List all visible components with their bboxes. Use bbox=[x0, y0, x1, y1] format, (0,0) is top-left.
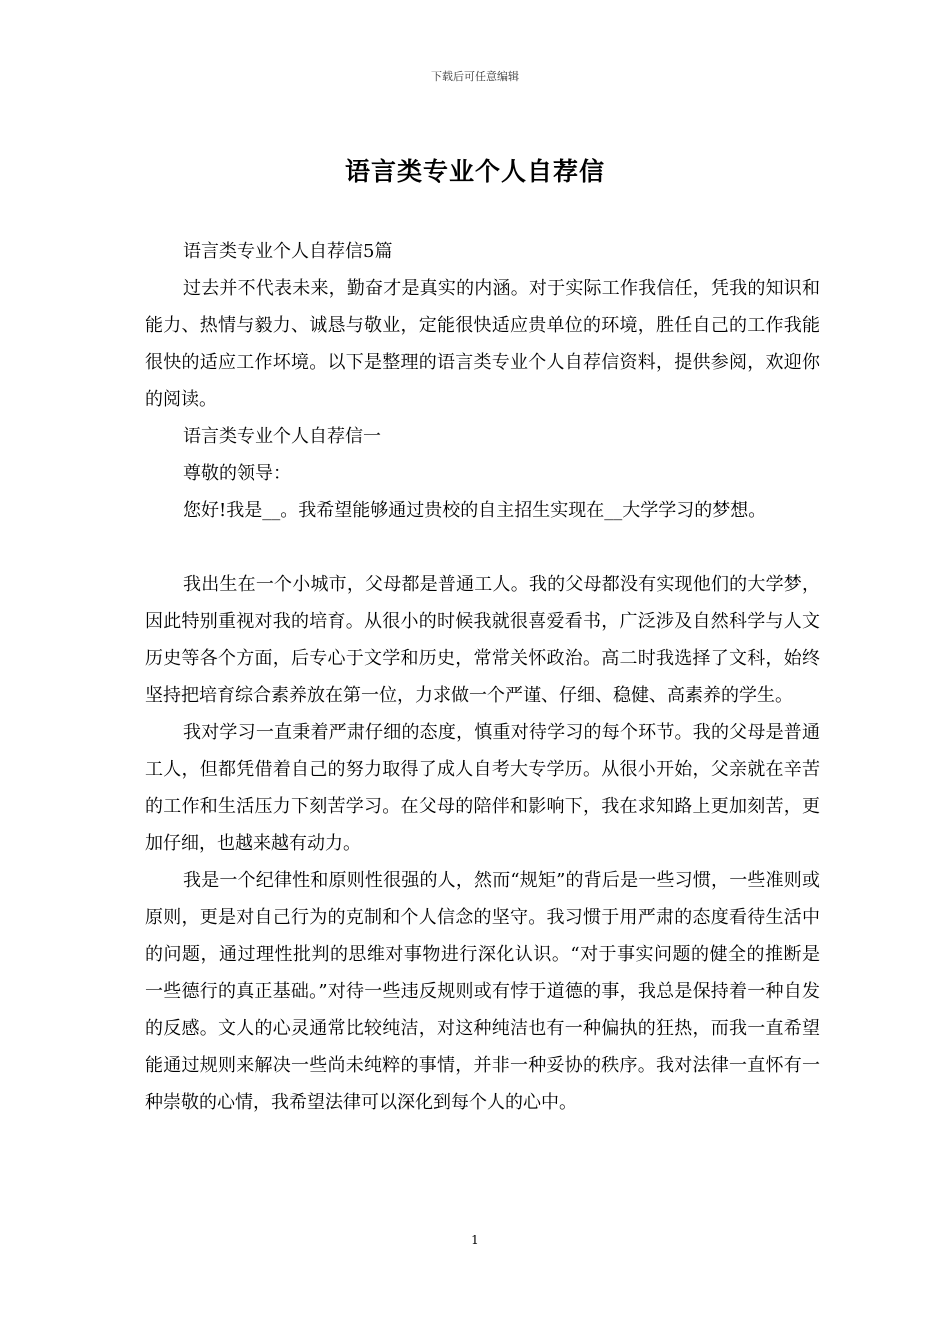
document-body bbox=[145, 233, 820, 1121]
salutation: 尊敬的领导： bbox=[183, 463, 291, 484]
subtitle-paragraph: 语言类专业个人自荐信5篇 bbox=[183, 241, 393, 262]
document-title: 语言类专业个人自荐信 bbox=[344, 157, 605, 186]
greeting-paragraph: 您好!我是__。我希望能够通过贵校的自主招生实现在__大学学习的梦想。 bbox=[183, 500, 767, 521]
page-number: 1 bbox=[471, 1233, 479, 1247]
body-paragraph: 我对学习一直秉着严肃仔细的态度，慎重对待学习的每个环节。我的父母是普通工人，但都凭借着自己的努力取得了成人自考大专学历。从很小开始，父亲就在辛苦的工作和生活压力下刻苦学习。在父母的陪伴和影响下，我在求知路上更加刻苦，更加仔细，也越来越有动力。 bbox=[145, 722, 820, 854]
header-note: 下载后可任意编辑 bbox=[431, 70, 519, 83]
body-paragraph: 我是一个纪律性和原则性很强的人，然而“规矩”的背后是一些习惯，一些准则或原则，更是对自己行为的克制和个人信念的坚守。我习惯于用严肃的态度看待生活中的问题，通过理性批判的思维对事物进行深化认识。“对于事实问题的健全的推断是一些德行的真正基础。”对待一些违反规则或有悖于道德的事，我总是保持着一种自发的反感。文人的心灵通常比较纯洁，对这种纯洁也有一种偏执的狂热，而我一直希望能通过规则来解决一些尚未纯粹的事情，并非一种妥协的秩序。我对法律一直怀有一种崇敬的心情，我希望法律可以深化到每个人的心中。 bbox=[145, 870, 820, 1113]
letter-heading: 语言类专业个人自荐信一 bbox=[183, 426, 381, 447]
body-paragraph: 我出生在一个小城市，父母都是普通工人。我的父母都没有实现他们的大学梦，因此特别重视对我的培育。从很小的时候我就很喜爱看书，广泛涉及自然科学与人文历史等各个方面，后专心于文学和历史，常常关怀政治。高二时我选择了文科，始终坚持把培育综合素养放在第一位，力求做一个严谨、仔细、稳健、高素养的学生。 bbox=[145, 574, 820, 706]
intro-paragraph: 过去并不代表未来，勤奋才是真实的内涵。对于实际工作我信任，凭我的知识和能力、热情与毅力、诚恳与敬业，定能很快适应贵单位的环境，胜任自己的工作我能很快的适应工作坏境。以下是整理的语言类专业个人自荐信资料，提供参阅，欢迎你的阅读。 bbox=[145, 278, 820, 410]
